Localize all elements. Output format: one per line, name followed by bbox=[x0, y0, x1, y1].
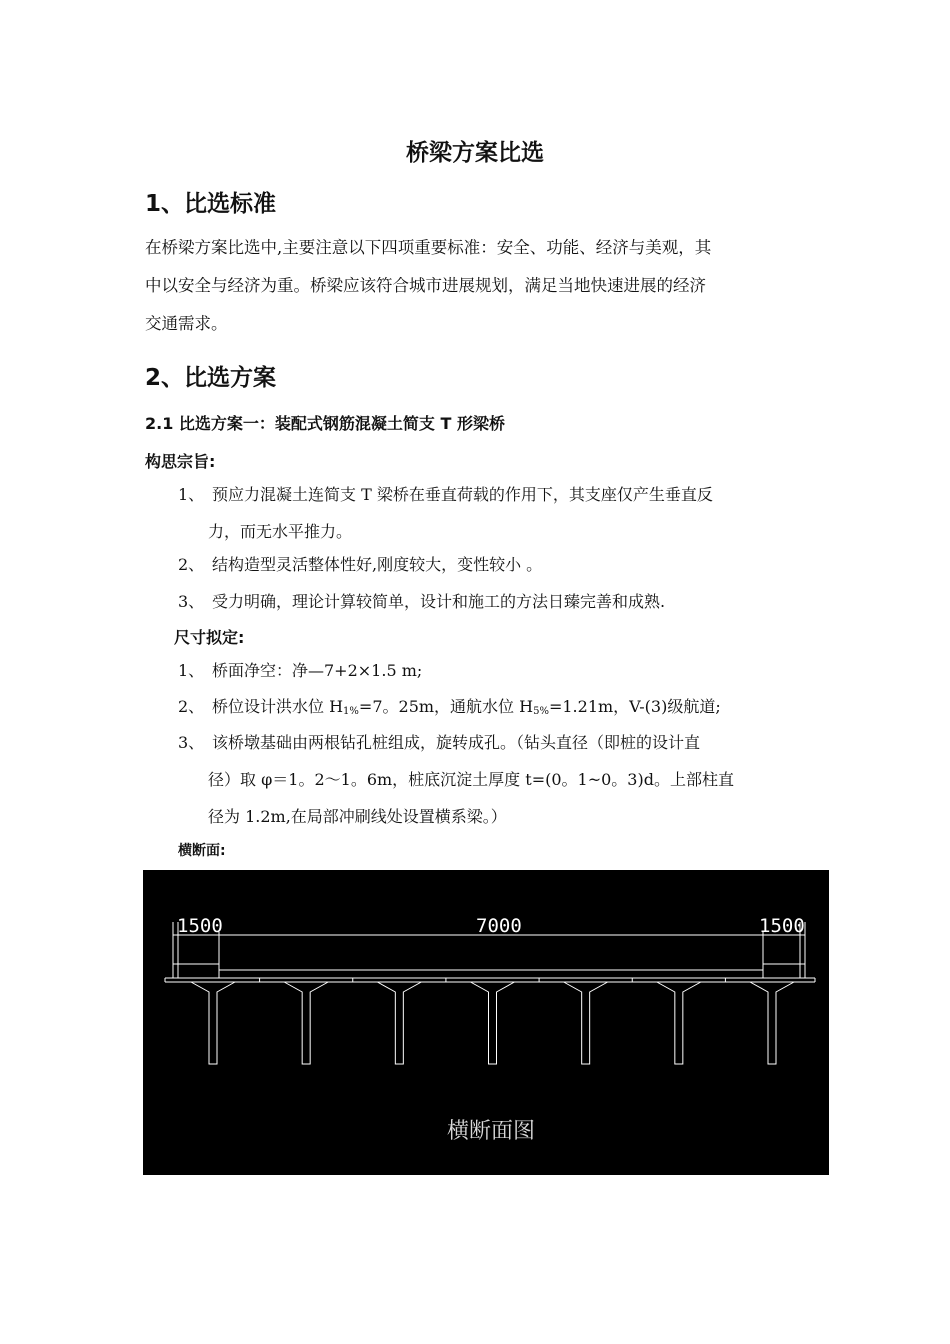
list-number: 3、 bbox=[178, 592, 205, 611]
cross-section-label: 横断面: bbox=[178, 843, 226, 859]
girders-group bbox=[191, 978, 794, 1064]
size-item-1 bbox=[178, 652, 808, 689]
list-text-line: 力，而无水平推力。 bbox=[208, 522, 353, 541]
dimension-label-middle: 7000 bbox=[476, 915, 522, 937]
dimension-label-right: 1500 bbox=[759, 915, 805, 937]
subscript: 5% bbox=[533, 706, 549, 717]
list-text-line: 该桥墩基础由两根钻孔桩组成，旋转成孔。（钻头直径（即桩的设计直 bbox=[212, 733, 701, 752]
list-number: 1、 bbox=[178, 661, 205, 680]
list-number: 3、 bbox=[178, 733, 205, 752]
size-label: 尺寸拟定: bbox=[174, 628, 245, 647]
girder-stem bbox=[377, 982, 421, 1064]
girder-stem bbox=[750, 982, 794, 1064]
concept-item-2 bbox=[178, 546, 808, 583]
list-text-line: 结构造型灵活整体性好,刚度较大，变性较小 。 bbox=[212, 555, 543, 574]
concept-item-1 bbox=[178, 476, 808, 550]
dimension-label-left: 1500 bbox=[177, 915, 223, 937]
text-segment: =1.21m，V-(3)级航道; bbox=[548, 697, 721, 716]
girder-stem bbox=[657, 982, 701, 1064]
subscript: 1% bbox=[343, 706, 359, 717]
girder-stem bbox=[284, 982, 328, 1064]
list-number: 2、 bbox=[178, 555, 205, 574]
paragraph-line: 在桥梁方案比选中,主要注意以下四项重要标准：安全、功能、经济与美观，其 bbox=[145, 238, 712, 257]
text-segment: =7。25m，通航水位 H bbox=[358, 697, 534, 716]
section-2-heading: 2、比选方案 bbox=[145, 365, 277, 391]
girder-stem bbox=[191, 982, 235, 1064]
section-1-paragraph bbox=[145, 229, 810, 343]
figure-caption: 横断面图 bbox=[446, 1119, 536, 1144]
concept-item-3 bbox=[178, 583, 808, 620]
subsection-2-1-heading: 2.1 比选方案一：装配式钢筋混凝土简支 T 形梁桥 bbox=[145, 414, 505, 433]
list-text-line: 径为 1.2m,在局部冲刷线处设置横系梁。） bbox=[208, 807, 507, 826]
size-item-3 bbox=[178, 724, 808, 835]
list-text-line: 径）取 φ＝1。2～1。6m，桩底沉淀土厚度 t=(0。1~0。3)d。上部柱直 bbox=[208, 770, 734, 789]
document-title: 桥梁方案比选 bbox=[406, 140, 544, 166]
list-text-line: 预应力混凝土连简支 T 梁桥在垂直荷载的作用下，其支座仅产生垂直反 bbox=[212, 485, 713, 504]
list-number: 2、 bbox=[178, 697, 205, 716]
cross-section-figure bbox=[143, 870, 829, 1175]
concept-label: 构思宗旨: bbox=[145, 452, 216, 471]
text-segment: 桥位设计洪水位 H bbox=[212, 697, 344, 716]
list-text-line: 受力明确，理论计算较简单，设计和施工的方法日臻完善和成熟. bbox=[212, 592, 666, 611]
paragraph-line: 交通需求。 bbox=[145, 314, 228, 333]
list-text-line: 桥面净空：净—7+2×1.5 m; bbox=[212, 661, 423, 680]
list-number: 1、 bbox=[178, 485, 205, 504]
cross-section-drawing bbox=[143, 870, 829, 1175]
girder-stem bbox=[564, 982, 608, 1064]
paragraph-line: 中以安全与经济为重。桥梁应该符合城市进展规划，满足当地快速进展的经济 bbox=[145, 276, 706, 295]
girder-stem bbox=[471, 982, 515, 1064]
section-1-heading: 1、比选标准 bbox=[145, 191, 277, 217]
